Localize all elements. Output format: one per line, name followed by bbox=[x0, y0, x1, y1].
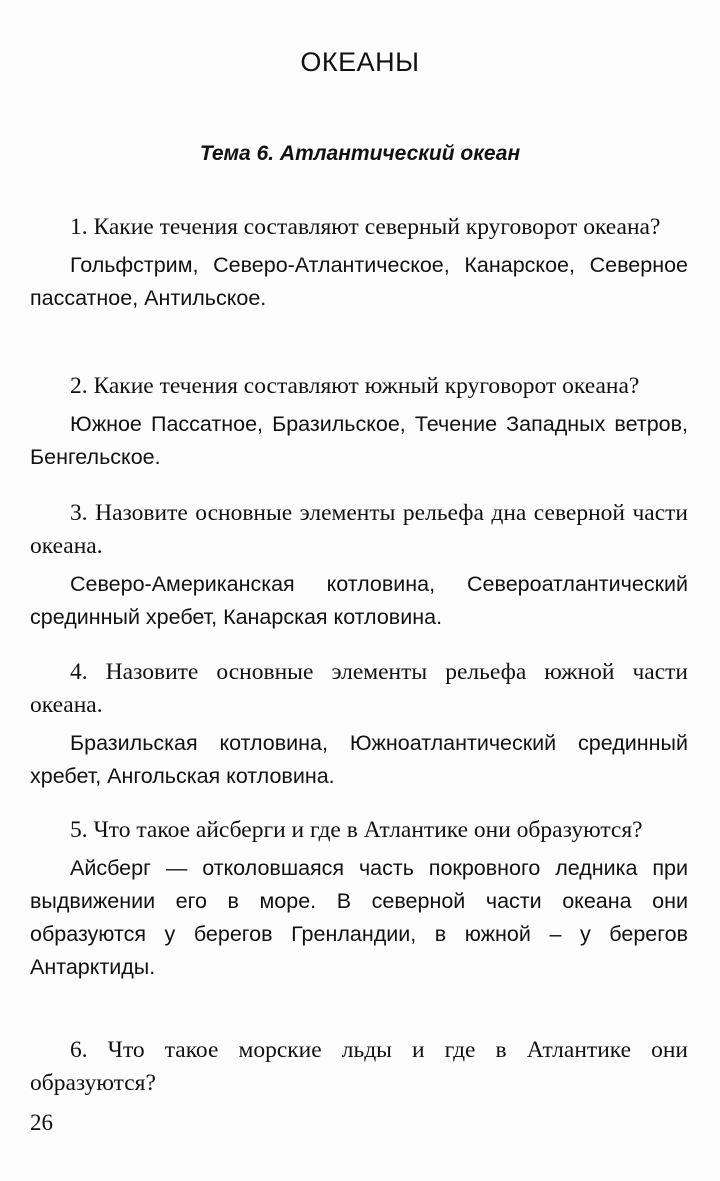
page-number: 26 bbox=[30, 1110, 53, 1135]
answer-3: Северо-Американская котловина, Североатлантический срединный хребет, Канарская котловина. bbox=[30, 572, 688, 629]
answer-1: Гольфстрим, Северо-Атлантическое, Канарское, Северное пассатное, Антильское. bbox=[30, 253, 688, 310]
qa-item-2 bbox=[30, 370, 688, 474]
qa-item-1 bbox=[30, 211, 688, 315]
qa-item-3 bbox=[30, 497, 688, 634]
qa-item-6 bbox=[30, 1034, 688, 1100]
topic-title: Тема 6. Атлантический океан bbox=[199, 142, 521, 165]
qa-item-4 bbox=[30, 656, 688, 793]
qa-item-5 bbox=[30, 814, 688, 984]
question-2: 2. Какие течения составляют южный круговорот океана? bbox=[70, 373, 640, 399]
question-6: 6. Что такое морские льды и где в Атлантике они образуются? bbox=[30, 1037, 688, 1096]
question-3: 3. Назовите основные элементы рельефа дна северной части океана. bbox=[30, 500, 688, 559]
question-1: 1. Какие течения составляют северный круговорот океана? bbox=[70, 214, 661, 240]
chapter-title: ОКЕАНЫ bbox=[300, 47, 420, 77]
answer-4: Бразильская котловина, Южноатлантический срединный хребет, Ангольская котловина. bbox=[30, 731, 688, 788]
question-4: 4. Назовите основные элементы рельефа южной части океана. bbox=[30, 659, 688, 718]
question-5: 5. Что такое айсберги и где в Атлантике они образуются? bbox=[70, 817, 643, 843]
answer-5: Айсберг — отколовшаяся часть покровного ледника при выдвижении его в море. В северной части океана они образуются у берегов Гренландии, в южной – у берегов Антарктиды. bbox=[30, 856, 688, 979]
answer-2: Южное Пассатное, Бразильское, Течение Западных ветров, Бенгельское. bbox=[30, 412, 688, 469]
